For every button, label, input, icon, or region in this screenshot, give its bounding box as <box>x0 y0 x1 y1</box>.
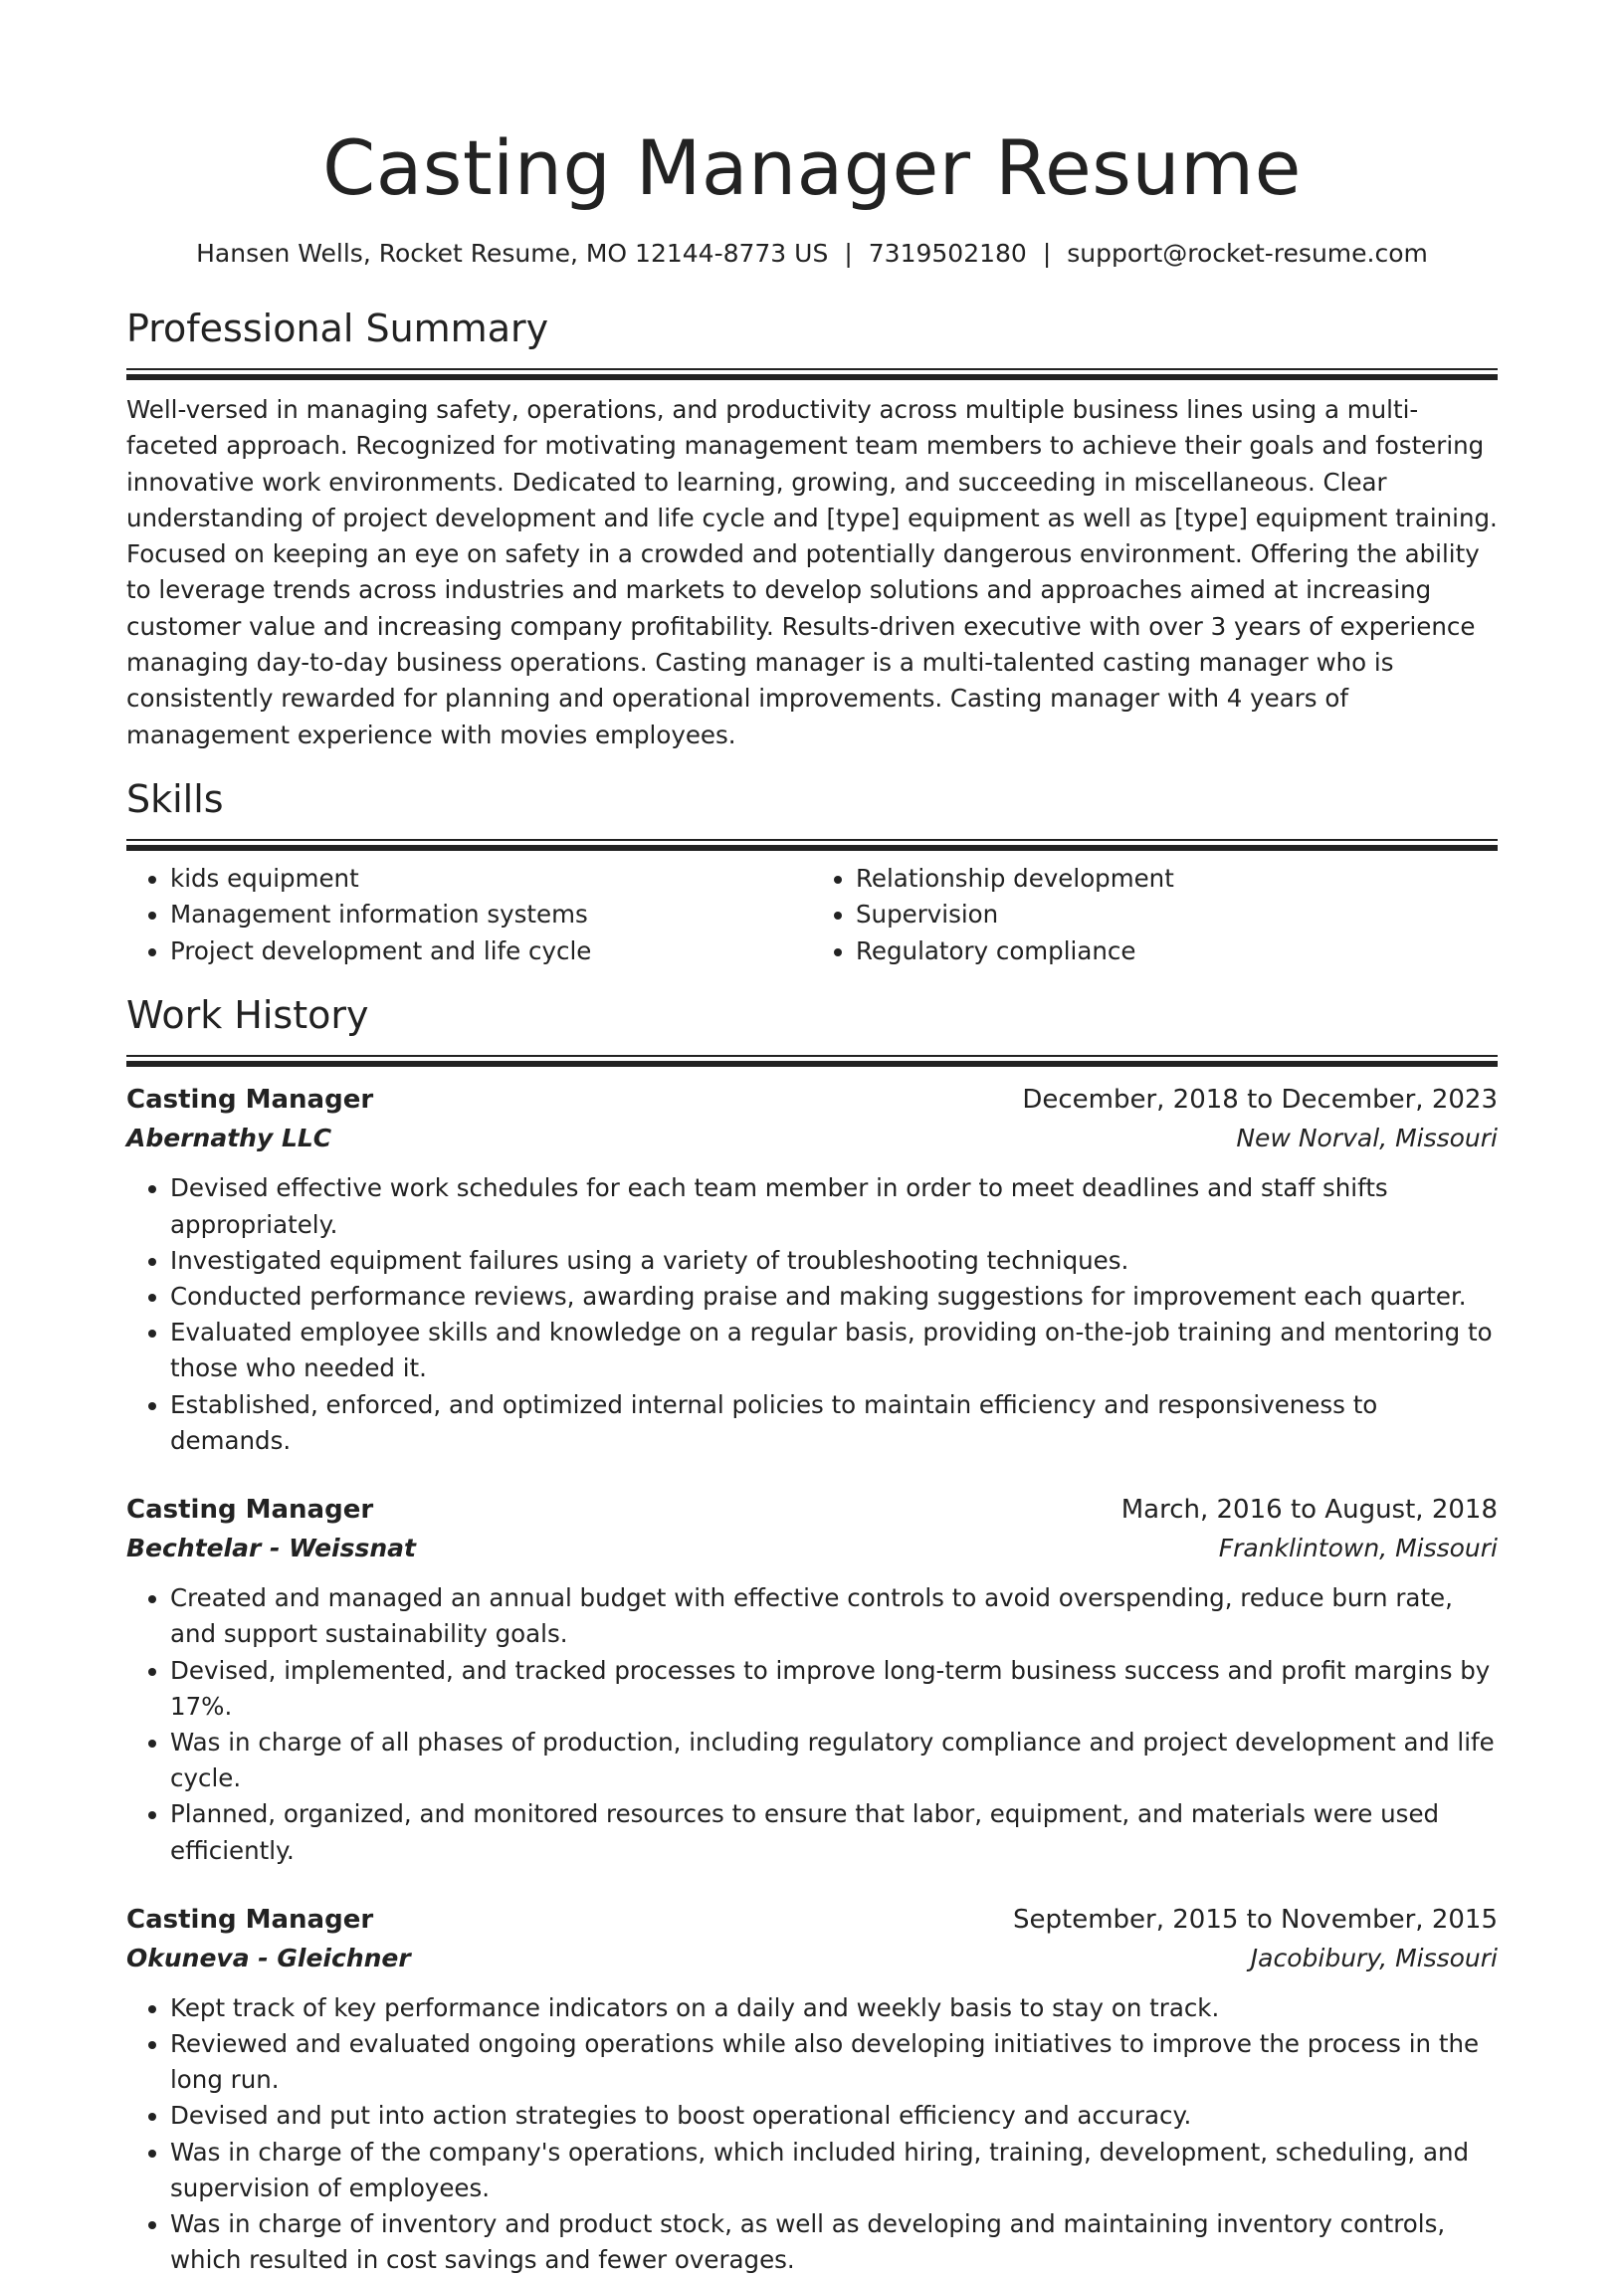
contact-separator: | <box>844 239 853 268</box>
summary-section <box>126 305 1498 753</box>
job-bullet: • Was in charge of the company's operations, which included hiring, training, development, scheduling, and supervision of employees. <box>170 2135 1498 2206</box>
skill-item: • Management information systems <box>170 897 812 933</box>
contact-phone: 7319502180 <box>868 239 1027 268</box>
job-dates: March, 2016 to August, 2018 <box>1120 1495 1498 1526</box>
page-title: Casting Manager Resume <box>322 123 1302 212</box>
work-history-section <box>126 991 1498 2278</box>
job-location: Jacobibury, Missouri <box>1250 1943 1498 1972</box>
skills-section <box>126 775 1498 970</box>
section-heading-skills: Skills <box>126 776 224 821</box>
section-divider <box>126 839 1498 851</box>
job-bullets <box>126 1170 1498 1459</box>
job-bullets <box>126 1990 1498 2278</box>
job-bullet: • Was in charge of all phases of production, including regulatory compliance and project development and life cycle. <box>170 1725 1498 1796</box>
section-divider <box>126 368 1498 380</box>
contact-email: support@rocket-resume.com <box>1067 239 1428 268</box>
skills-list <box>126 861 1498 970</box>
contact-address: Hansen Wells, Rocket Resume, MO 12144-8773 US <box>196 239 829 268</box>
contact-line <box>126 237 1498 271</box>
job-bullet: • Kept track of key performance indicators on a daily and weekly basis to stay on track. <box>170 1990 1498 2026</box>
job-entry <box>126 1901 1498 2278</box>
job-company: Bechtelar - Weissnat <box>126 1534 416 1563</box>
skill-item: • Regulatory compliance <box>856 933 1498 970</box>
job-bullet: • Devised effective work schedules for each team member in order to meet deadlines and staff shifts appropriately. <box>170 1170 1498 1242</box>
skill-item: • Relationship development <box>856 861 1498 898</box>
job-bullet: • Devised, implemented, and tracked processes to improve long-term business success and profit margins by 17%. <box>170 1653 1498 1725</box>
skills-column-right <box>812 861 1498 970</box>
job-title: Casting Manager <box>126 1085 374 1116</box>
section-heading-summary: Professional Summary <box>126 307 549 350</box>
job-company: Abernathy LLC <box>126 1124 332 1153</box>
skills-column-left <box>126 861 812 970</box>
job-bullets <box>126 1580 1498 1869</box>
summary-text: Well-versed in managing safety, operations, and productivity across multiple business lines using a multi-faceted approach. Recognized for motivating management team members to achieve their goals and fostering innovative work environments. Dedicated to learning, growing, and succeeding in miscellaneous. Clear understanding of project development and life cycle and [type] equipment as well as [type] equipment training. Focused on keeping an eye on safety in a crowded and potentially dangerous environment. Offering the ability to leverage trends across industries and markets to develop solutions and approaches aimed at increasing customer value and increasing company profitability. Results-driven executive with over 3 years of experience managing day-to-day business operations. Casting manager is a multi-talented casting manager who is consistently rewarded for planning and operational improvements. Casting manager with 4 years of management experience with movies employees. <box>126 395 1498 749</box>
job-title: Casting Manager <box>126 1495 374 1526</box>
section-heading-work-history: Work History <box>126 993 369 1038</box>
job-bullet: • Created and managed an annual budget with effective controls to avoid overspending, reduce burn rate, and support sustainability goals. <box>170 1580 1498 1652</box>
section-divider <box>126 1055 1498 1067</box>
job-bullet: • Reviewed and evaluated ongoing operations while also developing initiatives to improve the process in the long run. <box>170 2026 1498 2098</box>
job-entry <box>126 1081 1498 1459</box>
job-bullet: • Established, enforced, and optimized internal policies to maintain efficiency and responsiveness to demands. <box>170 1387 1498 1459</box>
job-bullet: • Investigated equipment failures using a variety of troubleshooting techniques. <box>170 1243 1498 1279</box>
contact-separator: | <box>1042 239 1052 268</box>
job-bullet: • Conducted performance reviews, awarding praise and making suggestions for improvement each quarter. <box>170 1279 1498 1315</box>
skill-item: • Project development and life cycle <box>170 933 812 970</box>
job-location: Franklintown, Missouri <box>1218 1534 1498 1563</box>
job-bullet: • Was in charge of inventory and product stock, as well as developing and maintaining inventory controls, which resulted in cost savings and fewer overages. <box>170 2206 1498 2278</box>
job-company: Okuneva - Gleichner <box>126 1943 411 1972</box>
job-location: New Norval, Missouri <box>1236 1124 1498 1153</box>
job-bullet: • Planned, organized, and monitored resources to ensure that labor, equipment, and materials were used efficiently. <box>170 1796 1498 1868</box>
job-dates: September, 2015 to November, 2015 <box>1013 1904 1498 1935</box>
job-title: Casting Manager <box>126 1904 374 1935</box>
job-entry <box>126 1491 1498 1869</box>
skill-item: • Supervision <box>856 897 1498 933</box>
job-bullet: • Devised and put into action strategies to boost operational efficiency and accuracy. <box>170 2098 1498 2134</box>
job-dates: December, 2018 to December, 2023 <box>1022 1085 1498 1116</box>
job-bullet: • Evaluated employee skills and knowledge on a regular basis, providing on-the-job training and mentoring to those who needed it. <box>170 1315 1498 1386</box>
skill-item: • kids equipment <box>170 861 812 898</box>
